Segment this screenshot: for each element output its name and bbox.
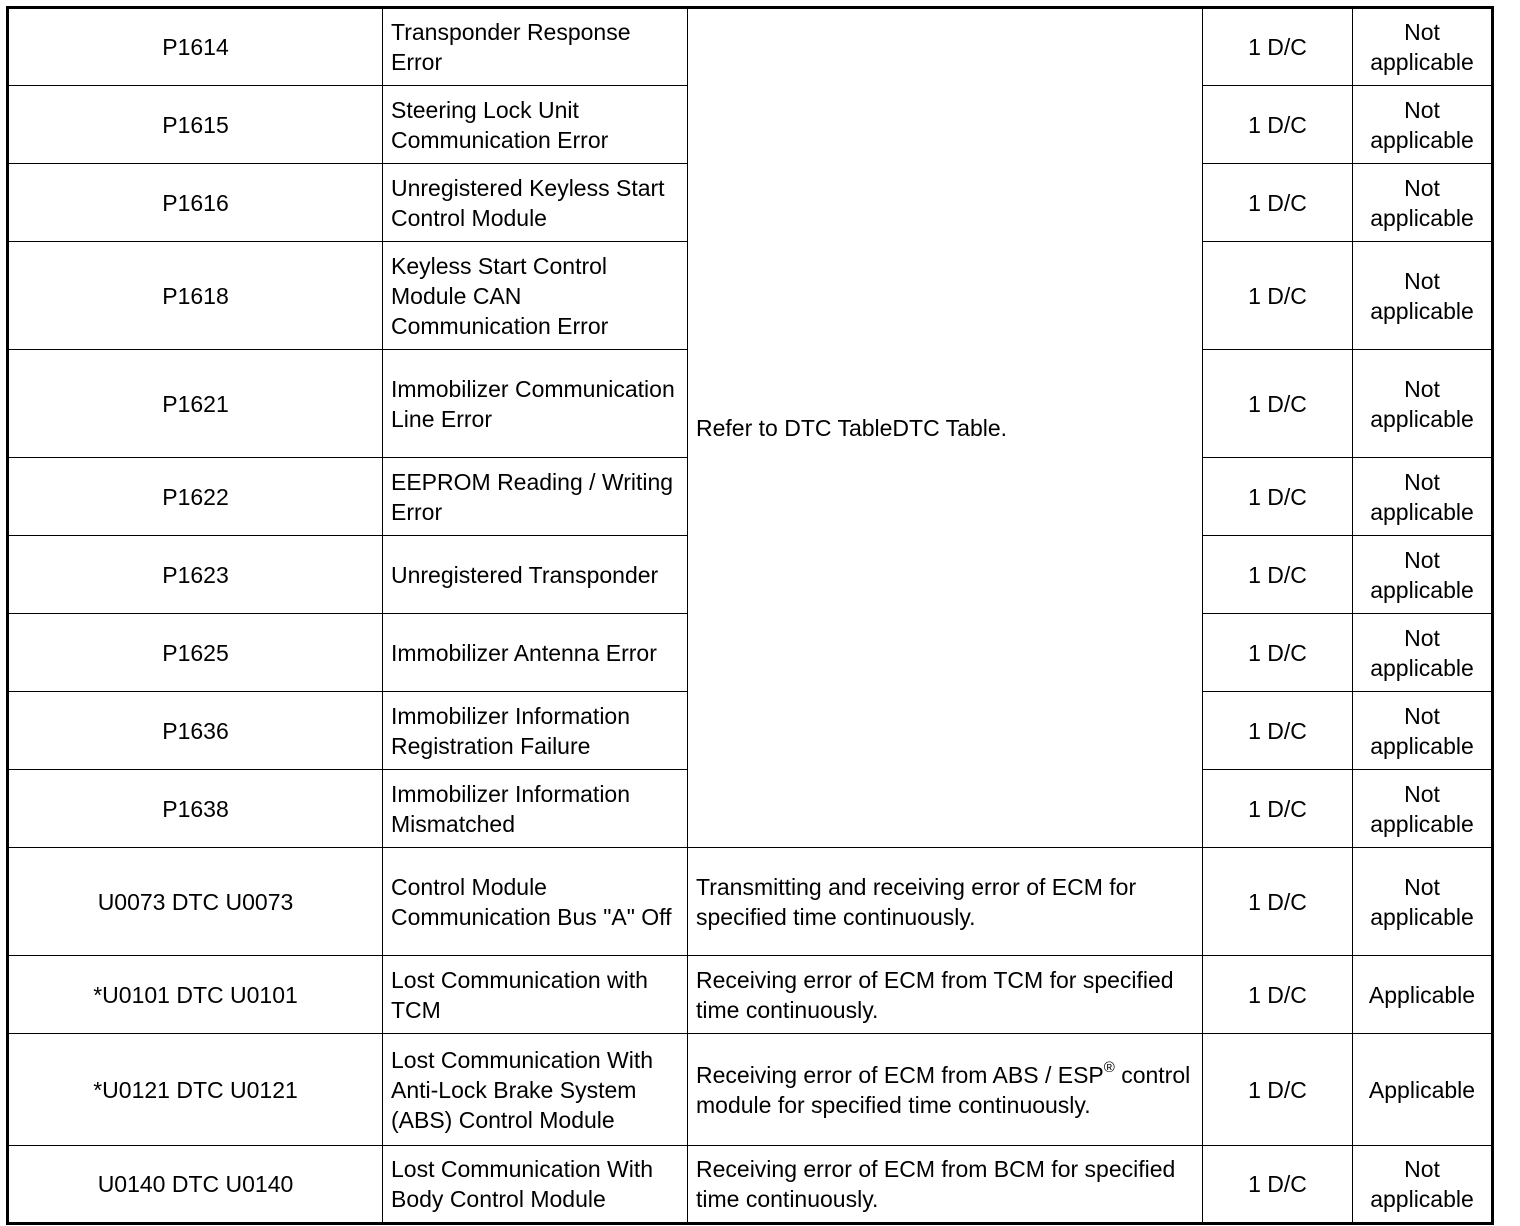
table-row [8,8,1493,86]
mil-status: Not applicable [1353,350,1493,458]
detection-condition: Receiving error of ECM from TCM for specified time continuously. [688,956,1203,1034]
detection-condition: Transmitting and receiving error of ECM for specified time continuously. [688,848,1203,956]
dtc-code: P1615 [8,86,383,164]
dtc-name: Control Module Communication Bus "A" Off [383,848,688,956]
detection-trip: 1 D/C [1203,242,1353,350]
dtc-name: Steering Lock Unit Communication Error [383,86,688,164]
detection-condition-shared: Refer to DTC TableDTC Table. [688,8,1203,848]
mil-status: Not applicable [1353,458,1493,536]
dtc-code: U0073 DTC U0073 [8,848,383,956]
detection-trip: 1 D/C [1203,956,1353,1034]
dtc-code: P1636 [8,692,383,770]
dtc-table [6,6,1494,1225]
registered-mark: ® [1103,1058,1115,1076]
table-row [8,956,1493,1034]
dtc-name: Unregistered Keyless Start Control Module [383,164,688,242]
dtc-name: Immobilizer Information Registration Failure [383,692,688,770]
dtc-code: *U0101 DTC U0101 [8,956,383,1034]
dtc-code: *U0121 DTC U0121 [8,1034,383,1146]
dtc-name: Lost Communication with TCM [383,956,688,1034]
dtc-code: P1614 [8,8,383,86]
mil-status: Applicable [1353,1034,1493,1146]
condition-text: control module for specified time continuously. [696,1061,1191,1118]
detection-trip: 1 D/C [1203,536,1353,614]
dtc-code: P1616 [8,164,383,242]
mil-status: Not applicable [1353,536,1493,614]
mil-status: Not applicable [1353,1146,1493,1224]
dtc-name: Lost Communication With Anti-Lock Brake System (ABS) Control Module [383,1034,688,1146]
table-row [8,1034,1493,1146]
dtc-code: P1623 [8,536,383,614]
dtc-code: P1621 [8,350,383,458]
detection-trip: 1 D/C [1203,350,1353,458]
dtc-code: P1638 [8,770,383,848]
dtc-code: P1618 [8,242,383,350]
detection-condition: Receiving error of ECM from BCM for specified time continuously. [688,1146,1203,1224]
mil-status: Not applicable [1353,614,1493,692]
mil-status: Not applicable [1353,242,1493,350]
detection-trip: 1 D/C [1203,1146,1353,1224]
mil-status: Not applicable [1353,8,1493,86]
detection-trip: 1 D/C [1203,848,1353,956]
dtc-name: EEPROM Reading / Writing Error [383,458,688,536]
detection-trip: 1 D/C [1203,164,1353,242]
mil-status: Not applicable [1353,164,1493,242]
dtc-code: P1625 [8,614,383,692]
dtc-name: Unregistered Transponder [383,536,688,614]
mil-status: Not applicable [1353,848,1493,956]
condition-text: Receiving error of ECM from ABS / ESP [696,1061,1104,1088]
detection-condition [688,1034,1203,1146]
detection-trip: 1 D/C [1203,86,1353,164]
mil-status: Not applicable [1353,86,1493,164]
dtc-name: Transponder Response Error [383,8,688,86]
mil-status: Not applicable [1353,692,1493,770]
dtc-name: Immobilizer Antenna Error [383,614,688,692]
mil-status: Not applicable [1353,770,1493,848]
detection-trip: 1 D/C [1203,1034,1353,1146]
dtc-name: Lost Communication With Body Control Module [383,1146,688,1224]
mil-status: Applicable [1353,956,1493,1034]
dtc-name: Keyless Start Control Module CAN Communication Error [383,242,688,350]
dtc-name: Immobilizer Communication Line Error [383,350,688,458]
table-row [8,1146,1493,1224]
detection-trip: 1 D/C [1203,614,1353,692]
detection-trip: 1 D/C [1203,458,1353,536]
table-row [8,848,1493,956]
detection-trip: 1 D/C [1203,692,1353,770]
dtc-code: P1622 [8,458,383,536]
dtc-name: Immobilizer Information Mismatched [383,770,688,848]
detection-trip: 1 D/C [1203,770,1353,848]
dtc-code: U0140 DTC U0140 [8,1146,383,1224]
detection-trip: 1 D/C [1203,8,1353,86]
